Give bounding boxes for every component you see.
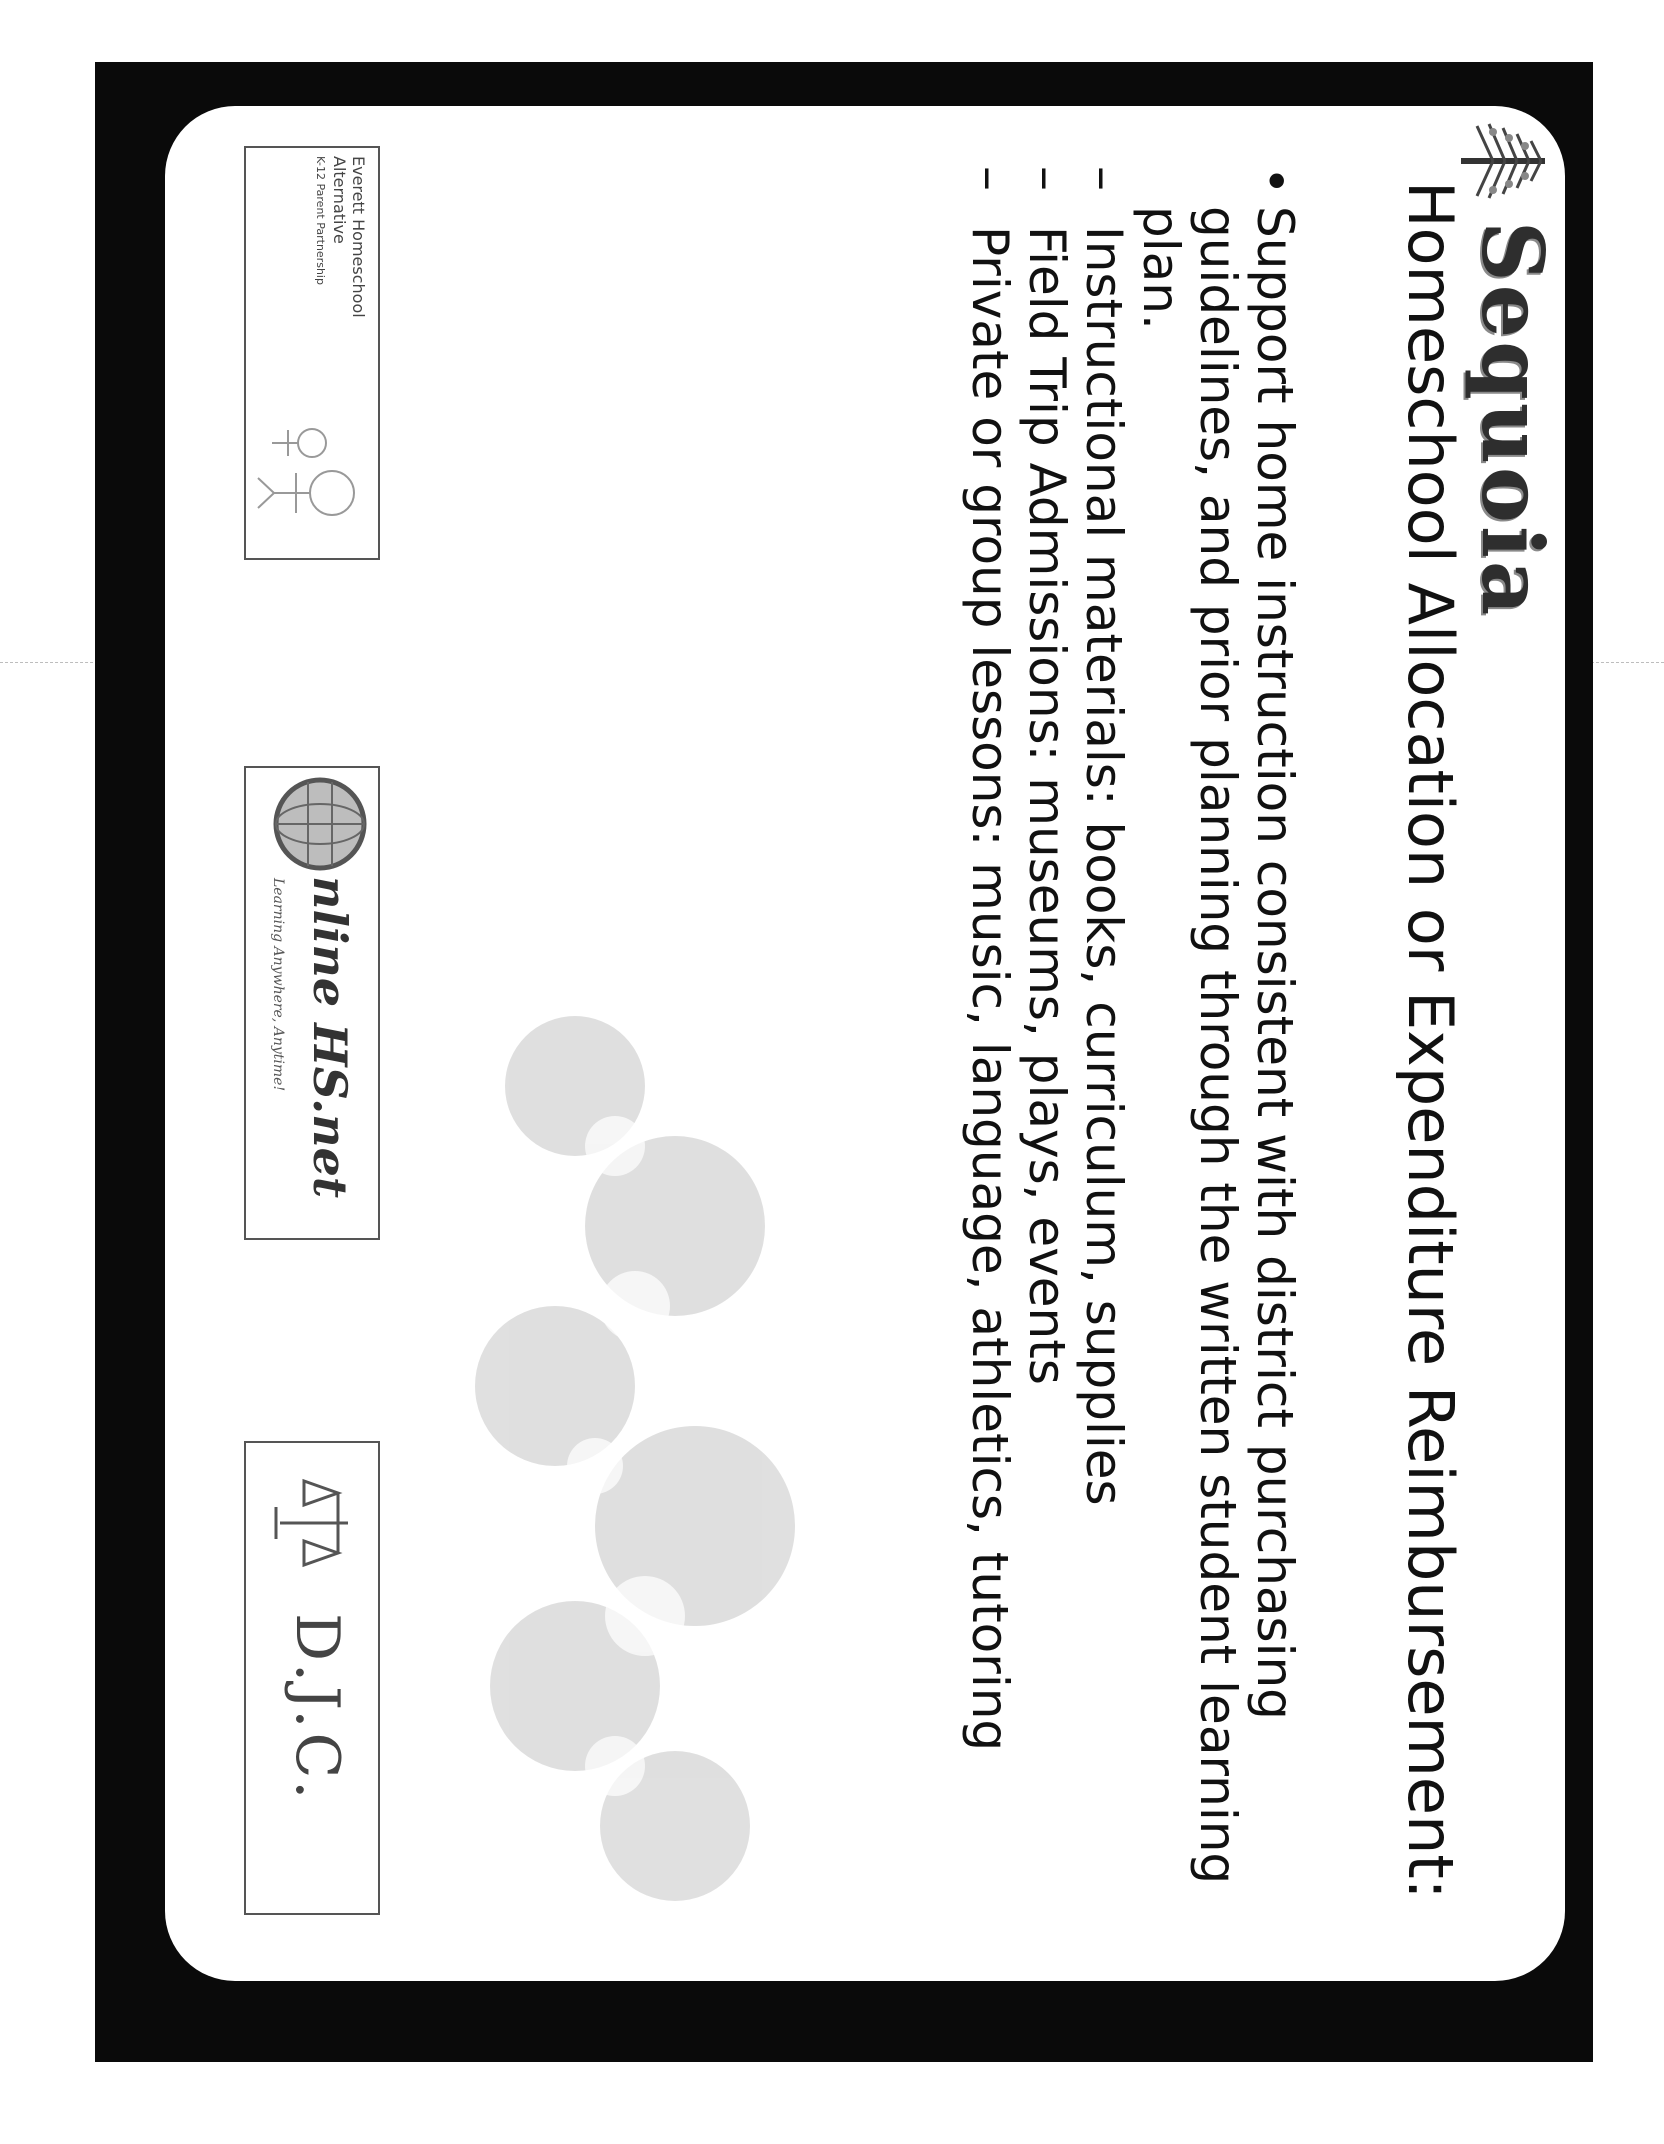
sequoia-tree-icon [1461, 116, 1553, 206]
sub-bullet-text: Private or group lessons: music, language, athletics, tutoring [961, 226, 1019, 1752]
sub-bullet-text: Instructional materials: books, curriculum, supplies [1075, 226, 1133, 1506]
sub-bullet-marker: – [961, 166, 1019, 191]
sub-bullet-text: Field Trip Admissions: museums, plays, events [1018, 226, 1076, 1385]
everett-figures-icon [254, 398, 370, 548]
djc-name: D.J.C. [282, 1613, 352, 1804]
sub-bullet-field-trip [1018, 166, 1075, 1956]
online-hs-tagline: Learning Anywhere, Anytime! [270, 878, 286, 1092]
sub-bullet-marker: – [1018, 166, 1076, 191]
everett-line-2: Alternative [330, 156, 349, 244]
everett-homeschool-logo [244, 146, 380, 560]
everett-logo-text [311, 156, 368, 318]
everett-line-1: Everett Homeschool [349, 156, 368, 318]
bullet-marker: • [1246, 166, 1304, 196]
main-bullet-text: Support home instruction consistent with district purchasing guidelines, and prior planning through the written student learning plan. [1132, 206, 1304, 1885]
watermark-art [355, 966, 875, 1946]
bullet-list [961, 166, 1303, 1956]
online-hs-logo [244, 766, 380, 1240]
sub-bullet-lessons [961, 166, 1018, 1956]
globe-icon [270, 774, 370, 874]
scales-icon [270, 1473, 354, 1573]
sub-bullet-instructional [1075, 166, 1132, 1956]
sub-bullet-marker: – [1075, 166, 1133, 191]
slide-title: Homeschool Allocation or Expenditure Reimbursement: [1394, 181, 1467, 1900]
online-hs-name: nline HS.net [303, 876, 357, 1199]
slide-panel [165, 106, 1565, 1981]
sub-bullet-list [961, 166, 1132, 1956]
slide-content [165, 106, 1565, 1981]
everett-line-3: K-12 Parent Partnership [314, 156, 327, 285]
sequoia-logo: Sequoia [1463, 221, 1562, 619]
main-bullet [1132, 166, 1303, 1956]
djc-logo [244, 1441, 380, 1915]
